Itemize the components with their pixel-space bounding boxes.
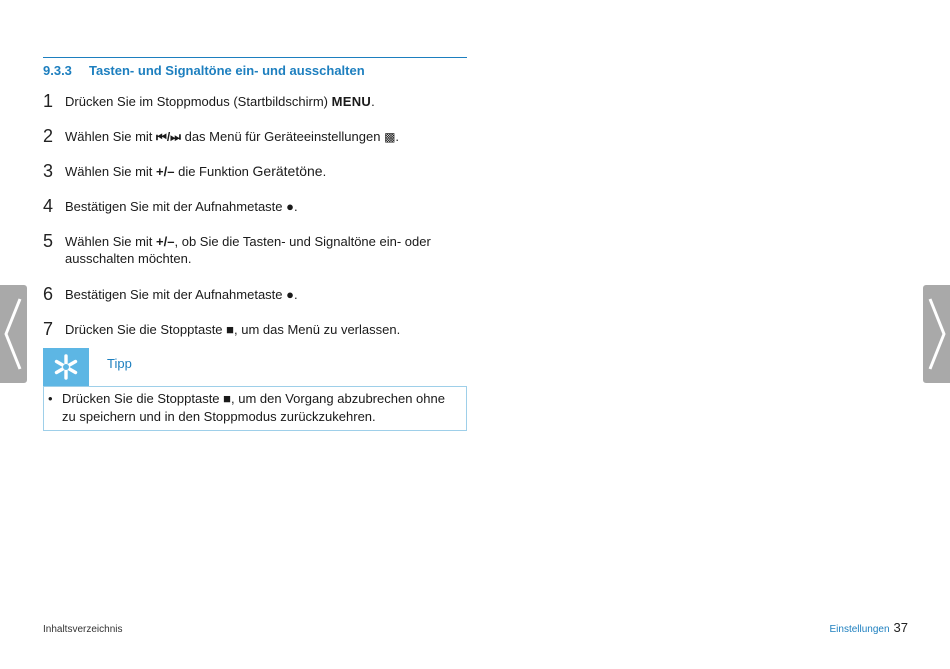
record-button-icon: ● [286, 287, 294, 302]
table-of-contents-link[interactable]: Inhaltsverzeichnis [43, 624, 123, 635]
section-rule [43, 57, 467, 58]
menu-key-label: MENU [331, 94, 372, 109]
section-number: 9.3.3 [43, 63, 72, 78]
tip-title: Tipp [107, 356, 132, 371]
stop-button-icon: ■ [223, 391, 232, 406]
step-5 [43, 233, 473, 267]
step-text: Wählen Sie mit +/–, ob Sie die Tasten- und Signaltöne ein- oder ausschalten möchten. [65, 234, 431, 266]
step-text: Bestätigen Sie mit der Aufnahmetaste ●. [65, 199, 298, 214]
tip-text: Drücken Sie die Stopptaste ■, um den Vorgang abzubrechen ohne zu speichern und in den Stoppmodus zurückzukehren. [62, 391, 445, 424]
step-2 [43, 128, 473, 146]
step-1 [43, 93, 473, 110]
step-text: Bestätigen Sie mit der Aufnahmetaste ●. [65, 287, 298, 302]
plus-minus-keys: +/– [156, 234, 175, 249]
step-7 [43, 321, 473, 338]
step-6 [43, 286, 473, 303]
step-4 [43, 198, 473, 215]
step-number: 6 [43, 284, 54, 304]
device-settings-icon: ▩ [384, 130, 396, 144]
step-number: 3 [43, 161, 54, 181]
footer-section [829, 620, 908, 635]
step-text: Drücken Sie im Stoppmodus (Startbildschirm) MENU. [65, 94, 375, 109]
previous-page-button[interactable] [0, 285, 27, 383]
step-number: 4 [43, 196, 54, 216]
tip-box [43, 348, 467, 430]
step-number: 2 [43, 126, 54, 146]
skip-keys-icon: ⏮/⏭ [156, 130, 181, 144]
section-heading [43, 63, 365, 78]
asterisk-icon [43, 348, 89, 386]
section-link[interactable]: Einstellungen [829, 624, 890, 635]
chevron-left-icon [0, 285, 27, 383]
tip-content [43, 386, 467, 431]
step-3 [43, 163, 473, 180]
step-number: 7 [43, 319, 54, 339]
next-page-button[interactable] [923, 285, 950, 383]
step-text: Drücken Sie die Stopptaste ■, um das Menü zu verlassen. [65, 322, 401, 337]
step-text: Wählen Sie mit ⏮/⏭ das Menü für Geräteeinstellungen ▩. [65, 129, 400, 144]
chevron-right-icon [923, 285, 950, 383]
record-button-icon: ● [286, 199, 294, 214]
step-number: 5 [43, 231, 54, 251]
step-number: 1 [43, 91, 54, 111]
plus-minus-keys: +/– [156, 164, 175, 179]
function-name: Gerätetöne [252, 163, 323, 179]
section-title: Tasten- und Signaltöne ein- und ausschalten [89, 63, 365, 78]
bullet: • [48, 391, 53, 406]
step-text: Wählen Sie mit +/– die Funktion Gerätetöne. [65, 163, 327, 179]
stop-button-icon: ■ [226, 322, 235, 337]
page-number: 37 [893, 620, 908, 635]
